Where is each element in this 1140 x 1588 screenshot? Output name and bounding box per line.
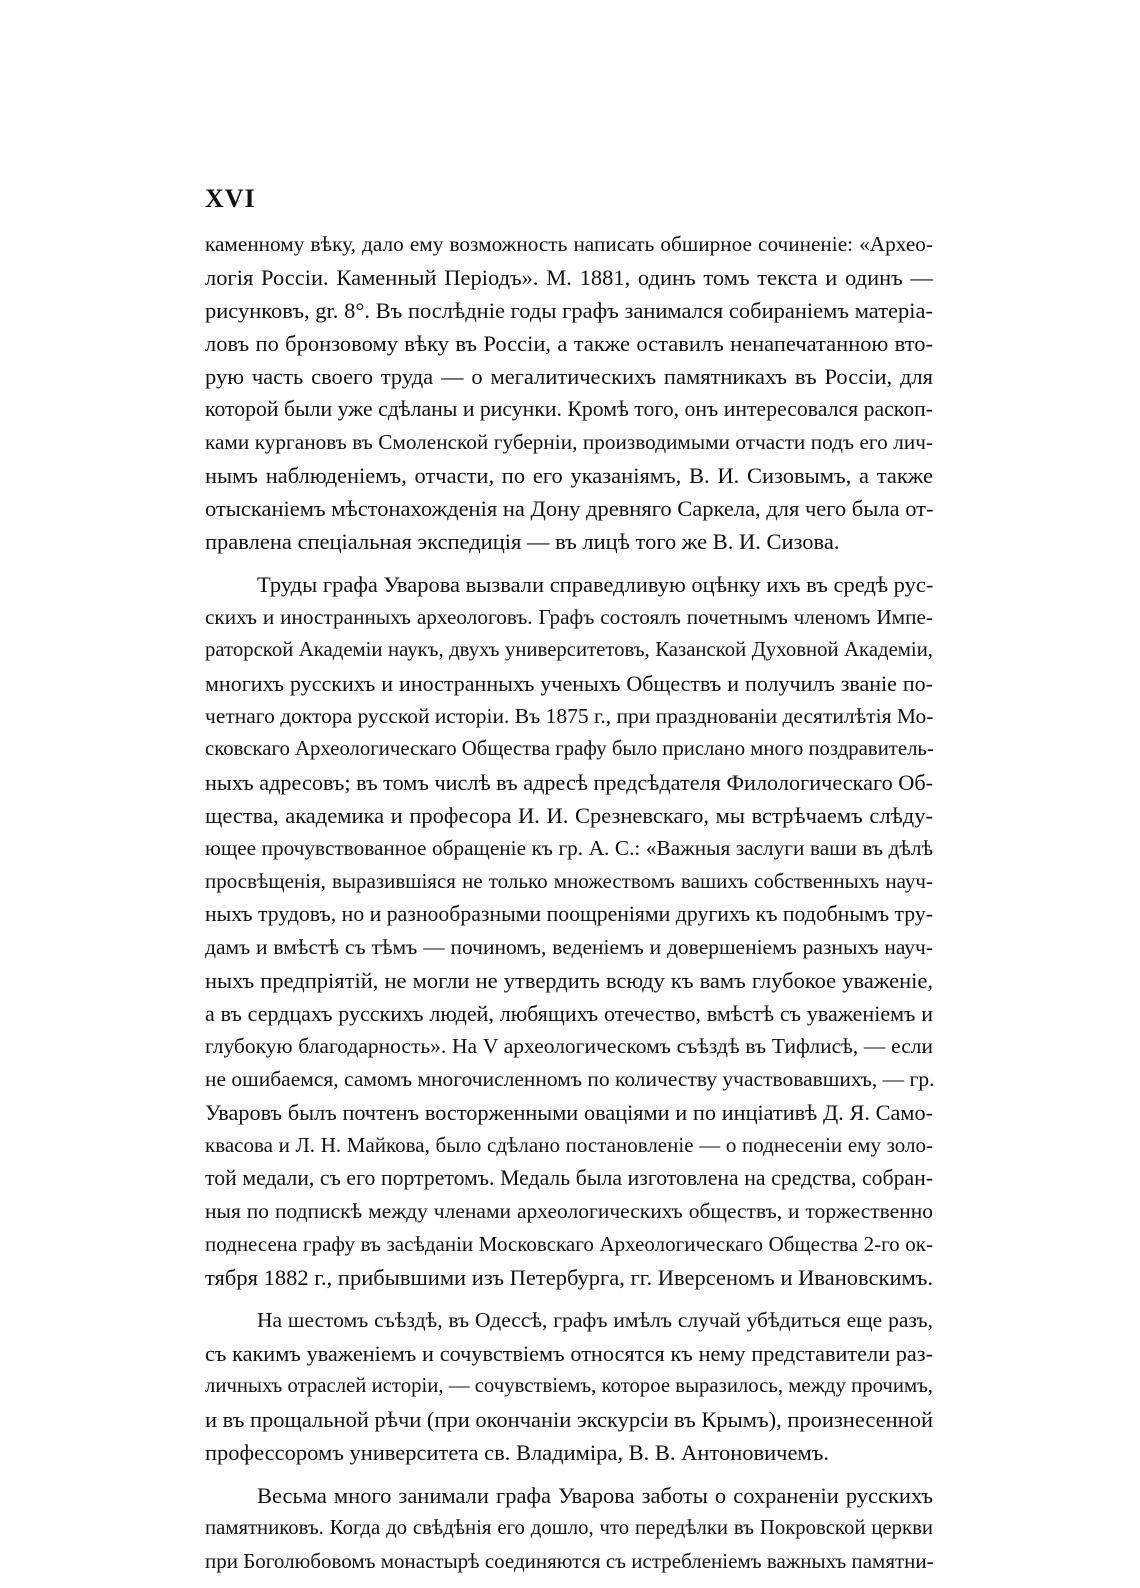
text-line: Уваровъ былъ почтенъ восторженными оваціями и по инціативѣ Д. Я. Само-	[205, 1100, 933, 1125]
paragraph	[205, 1304, 933, 1469]
text-line: памятниковъ. Когда до свѣдѣнія его дошло, что передѣлки въ Покровской церкви	[205, 1517, 933, 1539]
text-line: сковскаго Археологическаго Общества графу было прислано много поздравитель-	[205, 738, 934, 760]
text-line: На шестомъ съѣздѣ, въ Одессѣ, графъ имѣлъ случай убѣдиться еще разъ,	[257, 1308, 933, 1332]
text-line: ныя по подпискѣ между членами археологическихъ обществъ, и торжественно	[205, 1199, 933, 1223]
text-line: ющее прочувствованное обращеніе къ гр. А. С.: «Важныя заслуги ваши въ дѣлѣ	[205, 836, 933, 860]
text-line: ныхъ трудовъ, но и разнообразными поощреніями другихъ къ подобнымъ тру-	[205, 902, 933, 926]
text-line: ныхъ адресовъ; въ томъ числѣ въ адресѣ предсѣдателя Филологическаго Об-	[205, 770, 934, 795]
text-line: просвѣщенія, выразившіяся не только множествомъ вашихъ собственныхъ науч-	[205, 869, 933, 893]
text-line: той медали, съ его портретомъ. Медаль была изготовлена на средства, собран-	[205, 1166, 933, 1190]
text-line: поднесена графу въ засѣданіи Московскаго Археологическаго Общества 2-го ок-	[205, 1232, 933, 1256]
text-line: а въ сердцахъ русскихъ людей, любящихъ отечество, вмѣстѣ съ уваженіемъ и	[205, 1001, 933, 1026]
text-line: нымъ наблюденіемъ, отчасти, по его указаніямъ, В. И. Сизовымъ, а также	[205, 463, 933, 488]
text-line: не ошибаемся, самомъ многочисленномъ по количеству участвовавшихъ, — гр.	[205, 1067, 935, 1091]
text-line: правлена спеціальная экспедиція — въ лицѣ того же В. И. Сизова.	[205, 529, 840, 554]
text-line: раторской Академіи наукъ, двухъ университетовъ, Казанской Духовной Академіи,	[205, 639, 933, 661]
text-line: ловъ по бронзовому вѣку въ Россіи, а также оставилъ ненапечатанною вто-	[205, 331, 933, 356]
text-line: скихъ и иностранныхъ археологовъ. Графъ состоялъ почетнымъ членомъ Импе-	[205, 605, 933, 629]
text-line: каменному вѣку, дало ему возможность написать обширное сочиненіе: «Архео-	[205, 232, 933, 256]
text-line: четнаго доктора русской исторіи. Въ 1875 г., при празднованіи десятилѣтія Мо-	[205, 704, 934, 728]
text-line: тября 1882 г., прибывшими изъ Петербурга, гг. Иверсеномъ и Ивановскимъ.	[205, 1265, 933, 1290]
text-line: рую часть своего труда — о мегалитическихъ памятникахъ въ Россіи, для	[205, 364, 933, 389]
text-line: рисунковъ, gr. 8°. Въ послѣдніе годы графъ занимался собираніемъ матеріа-	[205, 298, 933, 323]
body-text	[205, 228, 933, 1578]
text-line: глубокую благодарность». На V археологическомъ съѣздѣ въ Тифлисѣ, — если	[205, 1034, 933, 1058]
text-line: ныхъ предпріятій, не могли не утвердить всюду къ вамъ глубокое уваженіе,	[205, 968, 933, 993]
text-line: профессоромъ университета св. Владиміра, В. В. Антоновичемъ.	[205, 1440, 829, 1465]
text-line: щества, академика и професора И. И. Срезневскаго, мы встрѣчаемъ слѣду-	[205, 803, 933, 828]
text-line: Весьма много занимали графа Уварова заботы о сохраненіи русскихъ	[257, 1483, 933, 1508]
text-line: логія Россіи. Каменный Періодъ». М. 1881, одинъ томъ текста и одинъ —	[205, 265, 933, 290]
text-line: и въ прощальной рѣчи (при окончаніи экскурсіи въ Крымъ), произнесенной	[205, 1407, 933, 1432]
text-line: многихъ русскихъ и иностранныхъ ученыхъ Обществъ и получилъ званіе по-	[205, 671, 933, 696]
paragraph	[205, 568, 933, 1294]
paragraph	[205, 1479, 933, 1578]
text-line: Труды графа Уварова вызвали справедливую оцѣнку ихъ въ средѣ рус-	[257, 572, 934, 597]
page-number: XVI	[205, 184, 256, 213]
text-line: дамъ и вмѣстѣ съ тѣмъ — починомъ, веденіемъ и довершеніемъ разныхъ науч-	[205, 935, 933, 959]
text-line: ками кургановъ въ Смоленской губерніи, производимыми отчасти подъ его лич-	[205, 430, 933, 454]
text-line: личныхъ отраслей исторіи, — сочувствіемъ, которое выразилось, между прочимъ,	[205, 1375, 933, 1397]
paragraph	[205, 228, 933, 558]
text-line: которой были уже сдѣланы и рисунки. Кромѣ того, онъ интересовался раскоп-	[205, 397, 933, 421]
text-line: съ какимъ уваженіемъ и сочувствіемъ относятся къ нему представители раз-	[205, 1341, 933, 1366]
text-line: квасова и Л. Н. Майкова, было сдѣлано постановленіе — о поднесеніи ему золо-	[205, 1133, 933, 1157]
text-line: отысканіемъ мѣстонахожденія на Дону древняго Саркела, для чего была от-	[205, 496, 934, 521]
text-line: при Боголюбовомъ монастырѣ соединяются съ истребленіемъ важныхъ памятни-	[205, 1549, 934, 1573]
